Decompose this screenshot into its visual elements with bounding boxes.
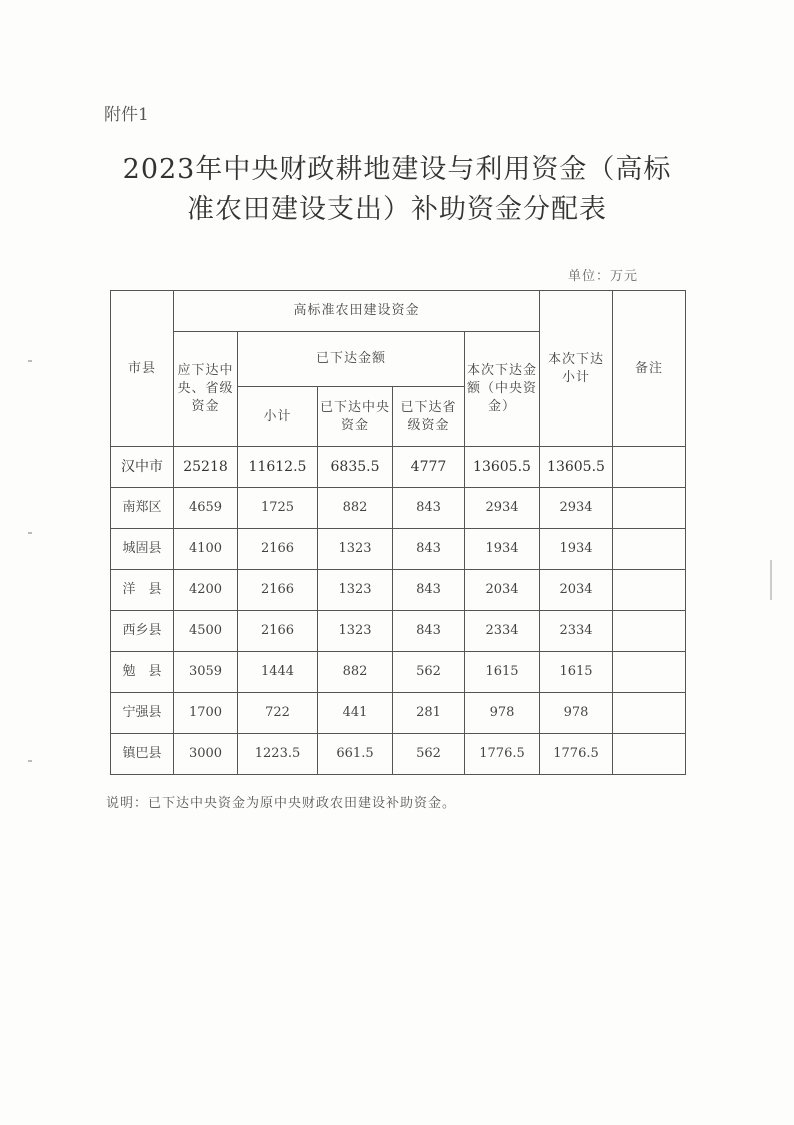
- header-subtotal: 小计: [238, 387, 318, 447]
- cell-provincial: 843: [393, 611, 465, 652]
- cell-this-central: 13605.5: [465, 447, 540, 488]
- header-issued-central: 已下达中央资金: [318, 387, 393, 447]
- cell-this-subtotal: 1934: [540, 529, 613, 570]
- cell-remark: [613, 734, 686, 775]
- cell-should: 4100: [174, 529, 238, 570]
- cell-remark: [613, 529, 686, 570]
- cell-should: 25218: [174, 447, 238, 488]
- document-title: [80, 150, 714, 230]
- table-row: [111, 734, 686, 775]
- cell-remark: [613, 447, 686, 488]
- cell-this-subtotal: 2934: [540, 488, 613, 529]
- table-row: [111, 529, 686, 570]
- cell-county: 洋 县: [111, 570, 174, 611]
- cell-this-subtotal: 1615: [540, 652, 613, 693]
- header-should-issue: 应下达中央、省级资金: [174, 332, 238, 447]
- cell-central: 882: [318, 652, 393, 693]
- header-issued-provincial: 已下达省级资金: [393, 387, 465, 447]
- cell-remark: [613, 488, 686, 529]
- cell-should: 4659: [174, 488, 238, 529]
- scan-mark: [770, 560, 772, 600]
- table-row: [111, 611, 686, 652]
- cell-central: 661.5: [318, 734, 393, 775]
- cell-central: 6835.5: [318, 447, 393, 488]
- header-this-issue-subtotal: 本次下达小计: [540, 291, 613, 447]
- cell-subtotal: 722: [238, 693, 318, 734]
- header-county: 市县: [111, 291, 174, 447]
- table-row: [111, 488, 686, 529]
- footnote: 说明：已下达中央资金为原中央财政农田建设补助资金。: [106, 796, 457, 811]
- cell-this-central: 2334: [465, 611, 540, 652]
- cell-subtotal: 1223.5: [238, 734, 318, 775]
- cell-provincial: 4777: [393, 447, 465, 488]
- table-row: [111, 447, 686, 488]
- cell-provincial: 843: [393, 570, 465, 611]
- cell-this-subtotal: 2034: [540, 570, 613, 611]
- cell-this-central: 2034: [465, 570, 540, 611]
- cell-county: 西乡县: [111, 611, 174, 652]
- cell-this-central: 1776.5: [465, 734, 540, 775]
- cell-subtotal: 1444: [238, 652, 318, 693]
- cell-county: 城固县: [111, 529, 174, 570]
- cell-subtotal: 2166: [238, 529, 318, 570]
- cell-subtotal: 2166: [238, 611, 318, 652]
- table-row: [111, 693, 686, 734]
- cell-central: 882: [318, 488, 393, 529]
- cell-central: 1323: [318, 529, 393, 570]
- cell-subtotal: 2166: [238, 570, 318, 611]
- cell-should: 1700: [174, 693, 238, 734]
- scan-mark: [28, 760, 32, 762]
- unit-label: 单位：万元: [568, 269, 639, 284]
- cell-should: 4500: [174, 611, 238, 652]
- header-issued-group: 已下达金额: [238, 332, 465, 387]
- header-group: 高标准农田建设资金: [174, 291, 540, 332]
- cell-should: 4200: [174, 570, 238, 611]
- title-line-2: 准农田建设支出）补助资金分配表: [187, 194, 607, 225]
- allocation-table: [110, 290, 686, 775]
- cell-this-central: 1934: [465, 529, 540, 570]
- cell-central: 1323: [318, 570, 393, 611]
- cell-provincial: 562: [393, 652, 465, 693]
- cell-remark: [613, 652, 686, 693]
- table-row: [111, 652, 686, 693]
- cell-this-subtotal: 2334: [540, 611, 613, 652]
- cell-remark: [613, 570, 686, 611]
- cell-remark: [613, 611, 686, 652]
- header-this-issue-central: 本次下达金额（中央资金）: [465, 332, 540, 447]
- cell-should: 3059: [174, 652, 238, 693]
- cell-central: 441: [318, 693, 393, 734]
- cell-this-subtotal: 1776.5: [540, 734, 613, 775]
- table-row: [111, 570, 686, 611]
- cell-subtotal: 1725: [238, 488, 318, 529]
- cell-this-central: 978: [465, 693, 540, 734]
- cell-subtotal: 11612.5: [238, 447, 318, 488]
- cell-this-subtotal: 978: [540, 693, 613, 734]
- cell-provincial: 843: [393, 488, 465, 529]
- header-remarks: 备注: [613, 291, 686, 447]
- cell-county: 宁强县: [111, 693, 174, 734]
- cell-county: 南郑区: [111, 488, 174, 529]
- cell-provincial: 562: [393, 734, 465, 775]
- cell-provincial: 843: [393, 529, 465, 570]
- cell-provincial: 281: [393, 693, 465, 734]
- cell-county: 勉 县: [111, 652, 174, 693]
- cell-county: 汉中市: [111, 447, 174, 488]
- cell-this-subtotal: 13605.5: [540, 447, 613, 488]
- cell-remark: [613, 693, 686, 734]
- cell-county: 镇巴县: [111, 734, 174, 775]
- cell-this-central: 1615: [465, 652, 540, 693]
- scan-mark: [28, 360, 32, 362]
- cell-this-central: 2934: [465, 488, 540, 529]
- attachment-label: 附件1: [104, 105, 149, 125]
- scan-mark: [28, 532, 32, 534]
- cell-should: 3000: [174, 734, 238, 775]
- cell-central: 1323: [318, 611, 393, 652]
- title-line-1: 2023年中央财政耕地建设与利用资金（高标: [122, 154, 672, 185]
